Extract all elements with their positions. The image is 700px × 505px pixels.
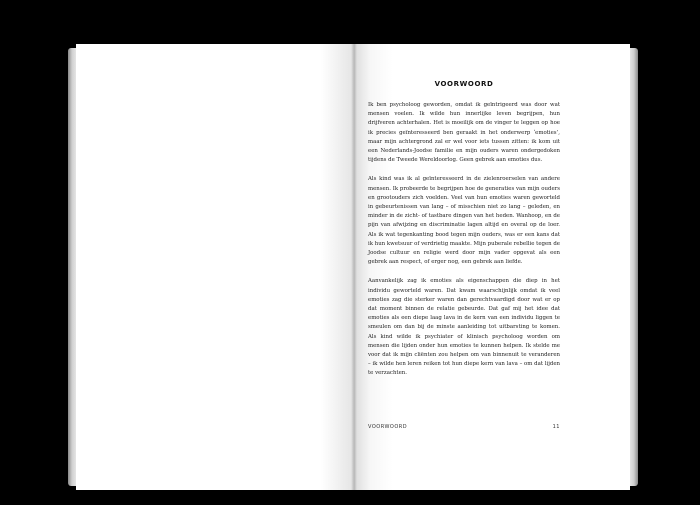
running-footer: VOORWOORD bbox=[368, 424, 408, 430]
left-page bbox=[76, 44, 354, 490]
paragraph-1: Ik ben psycholoog geworden, omdat ik geïntrigeerd was door wat mensen voelen. Ik wilde hun innerlijke leven begrijpen, hun drijfveren achterhalen. Het is moeilijk om de vinger te leggen op hoe ik precies geïnteresseerd ben geraakt in het onderwerp ‘emoties’, maar mijn achtergrond zal er wel voor iets tussen zitten: ik kom uit een Nederlands-Joodse familie en mijn ouders waren ondergedoken tijdens de Tweede Wereldoorlog. Geen gebrek aan emoties dus. bbox=[368, 102, 560, 164]
body-text bbox=[368, 101, 560, 389]
paragraph-2: Als kind was ik al geïnteresseerd in de zielenroerselen van andere mensen. Ik probeerde te begrijpen hoe de generaties van mijn ouders en grootouders zich voelden. Veel van hun emoties waren geworteld in gebeurtenissen van lang – of misschien niet zo lang – geleden, en minder in de zicht- of tastbare dingen van het heden. Wanhoop, en de pijn van afwijzing en discriminatie lagen altijd en overal op de loer. Als ik wat tegenkanting bood tegen mijn ouders, was er een kans dat ik hun kwetsuur of verdrietig maakte. Mijn puberale rebellie tegen de Joodse cultuur en religie werd door mijn vader opgevat als een gebrek aan respect, of erger nog, een gebrek aan liefde. bbox=[368, 176, 560, 266]
chapter-title: VOORWOORD bbox=[434, 80, 494, 88]
page-number: 11 bbox=[552, 424, 560, 430]
book-gutter bbox=[351, 44, 357, 490]
paragraph-3: Aanvankelijk zag ik emoties als eigenschappen die diep in het individu geworteld waren. Dat kwam waarschijnlijk omdat ik veel emoties zag die sterker waren dan gerechtvaardigd door wat er op dat moment binnen de relatie gebeurde. Dat gaf mij het idee dat emoties als een diepe laag lava in de kern van een individu liggen te smeulen om dan bij de minste aanleiding tot uitbarsting te komen. Als kind wilde ik psychiater of klinisch psycholoog worden om mensen die lijden onder hun emoties te kunnen helpen. Ik stelde me voor dat ik mijn cliënten zou helpen om van binnenuit te veranderen – ik wilde hen leren reiken tot hun diepe kern van lava – om dat lijden te verzachten. bbox=[368, 278, 560, 377]
